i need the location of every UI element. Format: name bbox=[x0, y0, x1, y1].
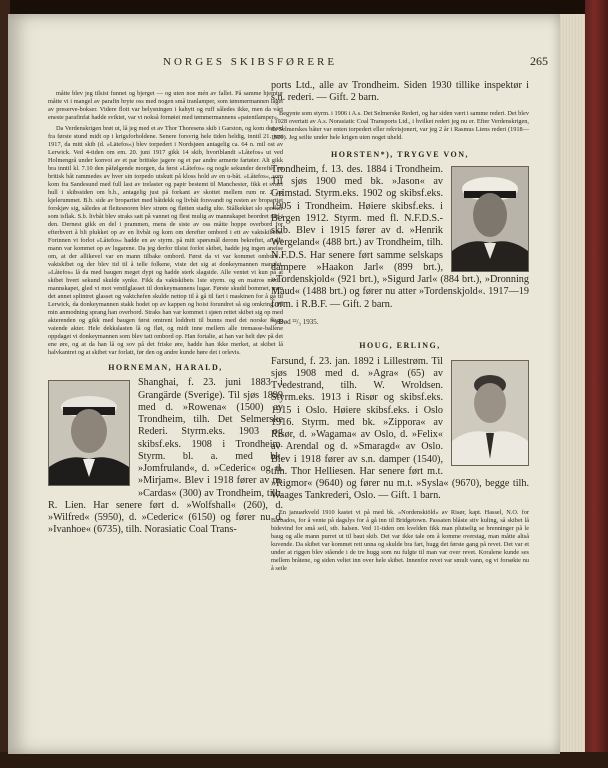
bio-horsten bbox=[271, 164, 529, 311]
footnote: *) Død ²²/₃ 1935. bbox=[271, 317, 319, 326]
page-edges bbox=[556, 14, 586, 766]
bottom-shadow bbox=[0, 752, 608, 768]
left-column bbox=[48, 90, 283, 537]
paragraph: måtte blev jeg tilsist funnet og bjerget — og uten noe mén av fallet. På samme hjemtur måtte vi i mangel av parafin bryte oss med nogen små tranlamper, som tømmermannen laget av preserve-bokser. Videre flott var belysningen i kahytt og ruff således ikke, men da vårt eneste parafinfat hadde sviktet, var vi nokså fornøiet med tømmermannens »patentlamper«. bbox=[48, 90, 283, 121]
paragraph: Begynte som styrm. i 1906 i A.s. Det Selmerske Rederi, og har siden vært i samme rederi. Det blev i 1928 overtatt av A.s. Norasiatic Coal Transports Ltd., i hvilket rederi jeg nu er. Efter Verdenskrigen, da Selmerskes båter var enten torpedert eller rekvisjonert, var jeg 2 år i Rasmus Liens rederi (1918—1920). Jeg seilte under hele krigen uten noget uheld. bbox=[271, 109, 529, 141]
book-page bbox=[8, 14, 560, 754]
portrait-photo-houg bbox=[451, 360, 529, 466]
running-title: NORGES SKIBSFØRERE bbox=[163, 56, 338, 68]
running-header bbox=[48, 54, 548, 69]
right-column bbox=[271, 80, 529, 573]
bio-heading-houg: HOUG, ERLING, bbox=[359, 341, 441, 351]
bio-heading-horneman: HORNEMAN, HARALD, bbox=[108, 363, 223, 372]
bio-text-houg: Farsund, f. 23. jan. 1892 i Lillestrøm. Til sjøs 1908 med d. »Agra« (65) av Tvedestrand, tilh. W. Wroldsen. Styrm.eks. 1913 i Risør og skibsf.eks. 1915 i Oslo. Høiere skibsf.eks. i Oslo 1916. Styrm. med bk. »Zippora« av Risør, d. »Wagama« av Oslo, d. »Felix« av Arendal og d. »Smaragd« av Oslo. Blev i 1918 fører av s.n. damper (1540), tilh. Thor Helliesen. Har senere ført m.t. »Rigmor« (9640) og fører nu m.t. »Sysla« (9670), begge tilh. Waages Tankrederi, Oslo. — Gift. 1 barn. bbox=[271, 355, 529, 502]
bio-heading-horsten: HORSTEN*), TRYGVE VON, bbox=[330, 149, 470, 159]
bio-horneman bbox=[48, 377, 283, 536]
bio-houg bbox=[271, 356, 529, 503]
page-number: 265 bbox=[530, 54, 548, 68]
left-column-text bbox=[48, 90, 283, 357]
portrait-houg-icon bbox=[452, 361, 528, 465]
book-cover-right bbox=[585, 0, 608, 768]
portrait-photo-horsten bbox=[451, 166, 529, 272]
continued-text: ports Ltd., alle av Trondheim. Siden 1930 tillike inspektør i s.n. rederi. — Gift. 2 barn. bbox=[271, 80, 529, 104]
bio-text-horsten: Trondheim, f. 13. des. 1884 i Trondheim. Til sjøs 1900 med bk. »Jason« av Grimstad. Styrm.eks. 1902 og skibsf.eks. 1905 i Trondheim. Høiere skibsf.eks. i Bergen 1912. Styrm. med fl. N.F.D.S.-skib. Blev i 1915 fører av d. »Henrik Wergeland« (488 brt.) av Trondheim, tilh. N.F.D.S. Har senere ført samme selskaps dampere »Haakon Jarl« (899 brt.), »Tordenskjold« (921 brt.), »Sigurd Jarl« (884 brt.), »Dronning Maud« (1488 brt.) og fører nu atter »Tordenskjold«. 1917—19 form. i R.B.F. — Gift. 2 barn. bbox=[271, 163, 529, 310]
portrait-photo-horneman bbox=[48, 380, 130, 486]
portrait-horneman-icon bbox=[49, 381, 129, 485]
bio-text-horneman: Shanghai, f. 23. juni 1883 i Grangärde (Sverige). Til sjøs 1899 med d. »Rowena« (1500) av Trondheim, tilh. Det Selmerske Rederi. Styrm.eks. 1903 og skibsf.eks. 1908 i Trondheim. Styrm. bl. a. med bk. »Jomfruland«, d. »Cederic« og d. »Mirjam«. Blev i 1918 fører av m. »Cardas« (300) av Trondheim, tilh. R. Lien. Har senere ført d. »Wolfshall« (260), d. »Wilfred« (5950), d. »Cederic« (6150) og fører nu d. »Ivanhoe« (6735), tilh. Norasiatic Coal Trans- bbox=[48, 377, 283, 536]
portrait-horsten-icon bbox=[452, 167, 528, 271]
anecdote-text: En januarkveld 1910 kastet vi på med bk. »Nordenskiöld« av Risør, kapt. Hassel, N.O. for Barbados, for å vente på dagslys for å gå inn til Bridgetown. Passaten blåste stiv kuling, så skibet lå bidevind for små seil, stb. halsen. Ved 11-tiden om kvelden fikk man plutselig se brenninger på le baug og alle mann purret ut til baut skib. Det var ikke tale om å komme overstag, man måtte altså kuvende. Da skibet var kommet rett unna og skulde bra fart, hugg det første gang på revet. Det var et under at riggen blev stående i de tre hugg som nu fulgte til man var over revet. Koralene kunde ses mellem bråtene, og siden veltet inn over hele skibet. Innenfor revet var smult vann, og vi forsøkte nu å seile bbox=[271, 508, 529, 572]
paragraph: Da Verdenskrigen brøt ut, lå jeg med et av Thor Thoresens skib i Garston, og kom derved fra første stund midt op i krigsforholdene. Senere forsvrig hele tiden heldig, inntil 21. juni 1917, da mitt skib (d. »Lätefos«) blev torpedert i Nordsjøen antagelig ca. 64 n. mil ost av Lerwick. Ved 4-tiden om em. 20. juni 1917 gikk 14 skib, hvoriblandt »Låtefos« ut ved Holmengrå under konvoi av et par britiske jagere og et par andre armerte fartøier. Alt gikk bra inntil kl. 7.10 den påfølgende morgen, da først »Låtefos« og nogle sekunder derefter en britisk båt rammedes av hver sin torpedo utskutt på kloss hold av en u-båt. »Låtefos«, som kom fra Sandesund med full last av trelaster og papir bestemt til Manchester, fikk et svært hull i skibssiden om b.b., antagelig just på forkant av skottet mellem rum nr. 2 og kjelerummet. B.b. side av bropartiet med båtdekk og livbåt forsvandt og resten av bropartiet forskjøv sig, således at fleitesnoren blev strøm og fløiten stadig ulte. Stålkekket slo spreker som isflak. S.b. livbåt blev straks satt på vannet og flest mulig av mannskapet beordret ned i den. Dernest gikk en del i prammen, mens de siste av oss måtte hoppe overbord for efterhvert å bli plukket op av en livbåt og kom om derefter ombord i ett av vaktskibene. Forinnen vi forlot »Låtefos« hadde en av styrm. på mitt spørsmål derom bekreftet, at alle mann var kommet op av lugarene. Da jeg derfor tilsist forlot skibet, hadde jeg ingen anelse om, at der allikevel var en mann tilbake ombord. Først da vi var kommet ombord i vaktskibet og der blev tid til å telle folkene, viste det sig at donkeymannen manglet. »Låtefos« lå da med baugen meget dypt og hadde sterk slagside. Alle ventet vi kun på at skibet hvert sekund skulde synke. Fikk da vaktskibets 1ste styrm. og en matros med i mannskapet, gled vi mot ventilglasset til donkeymannens lugar. Første skudd bommet, men det annet splintret glasset og vaktchefen skulde nettop til å gå til fart i maskinen for å gå til Lerwick, da donkeymannen stakk hodet op av kappen og hoist forundret så sig omkring. På min anmodning sprang han overbord. Straks han var kommet i sjøen rettet skibet sig op med akterenden og gikk med baugen først omtrent loddrett til bunns med det norske flagg vaiende akter. Hele dekkslasten lå og fløt, og midt inne mellem alle tremasse-ballene oppdaget vi donkeymannen som blev tatt ombord op. Han fortalte, at han var helt døv på det ene øre, og at da han lå og sov på det friske øre, hadde han ikke merket, at skibet lå halvkantret og at skibet var forlatt, før den og andre kunde høre det i orlevis. bbox=[48, 125, 283, 356]
